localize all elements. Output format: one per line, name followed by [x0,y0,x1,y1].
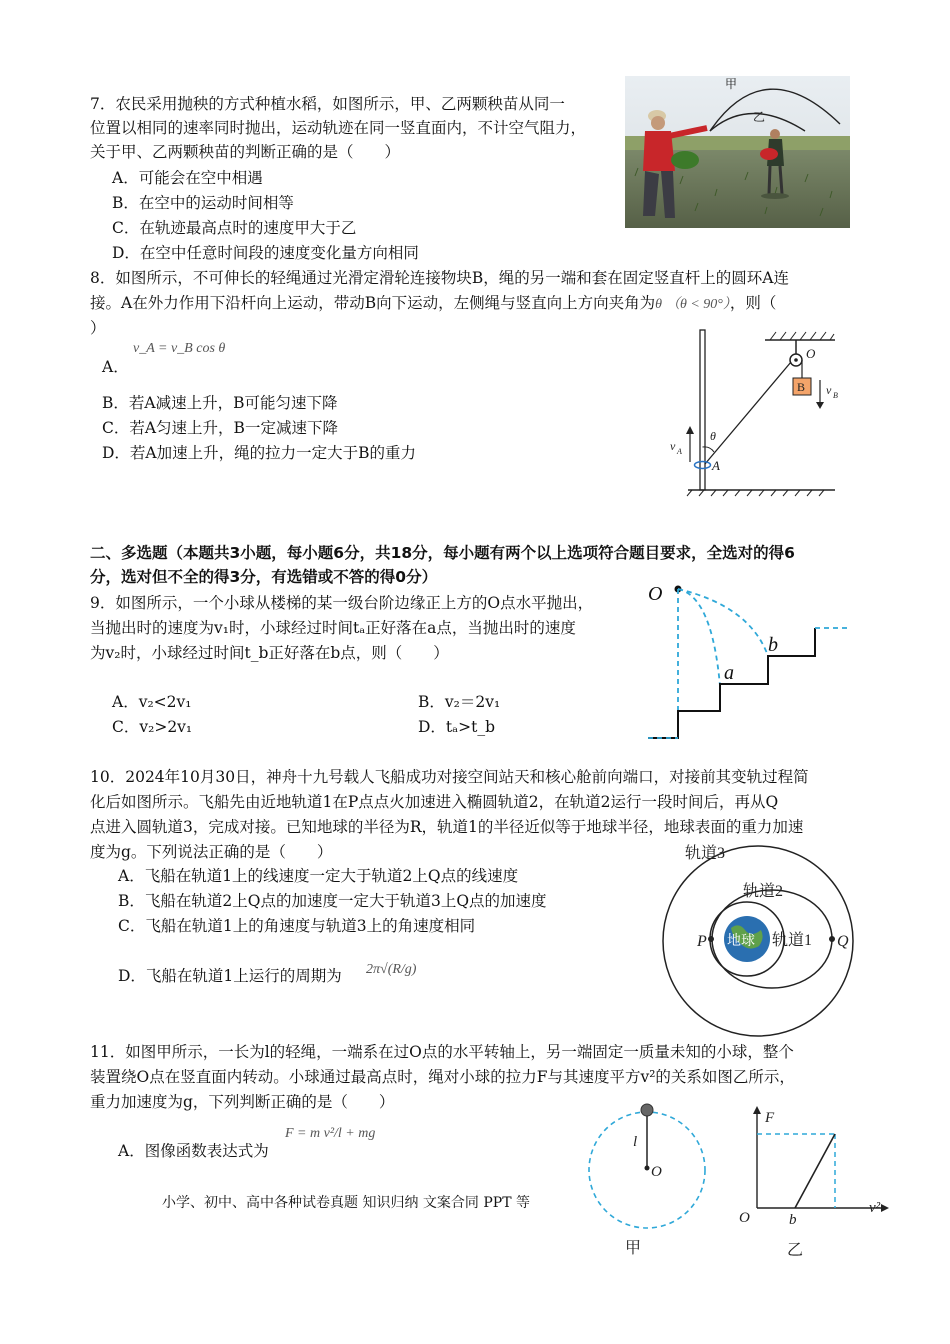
q7-option-c: C．在轨迹最高点时的速度甲大于乙 [112,219,357,237]
q8-option-a-prefix: A． [102,358,129,376]
q8-label-a: A [712,458,720,473]
q8-theta-condition: （θ < 90°） [665,297,730,312]
section2-heading-line1: 二、多选题（本题共3小题，每小题6分，共18分，每小题有两个以上选项符合题目要求，全选对的得6 [90,544,795,562]
q11-figure-yi [735,1100,895,1258]
q10-option-a: A．飞船在轨道1上的线速度一定大于轨道2上Q点的线速度 [118,867,519,885]
q11-yi-label-f: F [765,1110,775,1126]
footer-note: 小学、初中、高中各种试卷真题 知识归纳 文案合同 PPT 等 [162,1195,530,1211]
q11-yi-caption: 乙 [787,1242,804,1258]
q11-jia-label-o: O [651,1164,662,1180]
q9-label-o: O [648,583,663,605]
q9-option-a: A．v₂<2v₁ [112,693,192,711]
q8-label-theta: θ [710,429,716,443]
q11-yi-label-b: b [789,1212,797,1228]
q9-label-b: b [768,634,778,656]
q9-option-b: B．v₂＝2v₁ [418,693,501,711]
q8-option-c: C．若A匀速上升，B一定减速下降 [102,419,338,437]
q11-yi-label-v2: v² [869,1200,881,1216]
q8-label-va-sub: A [677,447,682,456]
q10-option-d-formula: 2π√(R/g) [366,962,417,977]
q10-orbit-figure [655,838,870,1038]
q8-label-o: O [806,346,816,361]
q9-option-d: D．tₐ>t_b [418,718,496,736]
q7-option-b: B．在空中的运动时间相等 [112,194,294,212]
q9-option-c: C．v₂>2v₁ [112,718,193,736]
q10-label-q: Q [837,933,849,950]
q11-stem-line1: 11．如图甲所示，一长为l的轻绳，一端系在过O点的水平转轴上，另一端固定一质量未知的小球，整个 [90,1043,794,1061]
q10-option-b: B．飞船在轨道2上Q点的加速度一定大于轨道3上Q点的加速度 [118,892,547,910]
q7-stem-line2: 位置以相同的速率同时抛出，运动轨迹在同一竖直面内，不计空气阻力， [90,119,587,137]
q7-option-a: A．可能会在空中相遇 [112,169,263,187]
q10-stem-line1: 10．2024年10月30日，神舟十九号载人飞船成功对接空间站天和核心舱前向端口，对接前其变轨过程简 [90,768,809,786]
q11-figure-jia [585,1098,720,1258]
q8-label-b: B [797,380,806,394]
section2-heading-line2: 分，选对但不全的得3分，有选错或不答的得0分） [90,568,438,586]
q8-stem-line2 [90,291,776,317]
q9-stairs-figure [640,576,855,746]
q10-label-orbit1: 轨道1 [772,932,813,949]
q8-theta: θ [655,297,662,312]
q10-label-orbit2: 轨道2 [743,883,784,900]
q11-yi-label-o: O [739,1210,750,1226]
q8-option-a-formula: v_A = v_B cos θ [133,341,226,356]
q8-stem-line3: ） [90,319,106,337]
q10-stem-line4: 度为g。下列说法正确的是（ ） [90,843,333,861]
q8-pulley-figure [660,322,840,497]
q7-farmer-photo [625,76,850,228]
q8-option-d: D．若A加速上升，绳的拉力一定大于B的重力 [102,444,417,462]
q11-jia-label-l: l [633,1134,638,1150]
q8-label-vb-sub: B [833,391,838,400]
q9-label-a: a [724,662,734,684]
q8-stem-line2-text: 接。A在外力作用下沿杆向上运动，带动B向下运动，左侧绳与竖直向上方向夹角为 [90,294,656,312]
q10-label-orbit3: 轨道3 [685,845,726,862]
q11-stem-line2: 装置绕O点在竖直面内转动。小球通过最高点时，绳对小球的拉力F与其速度平方v²的关系如图乙所示， [90,1068,795,1086]
q11-option-a: A．图像函数表达式为 [118,1142,269,1160]
q10-option-c: C．飞船在轨道1上的角速度与轨道3上的角速度相同 [118,917,476,935]
q9-stem-line1: 9．如图所示，一个小球从楼梯的某一级台阶边缘正上方的O点水平抛出， [90,594,594,612]
q11-option-a-formula: F = m v²/l + mg [285,1126,376,1141]
q8-option-b: B．若A减速上升，B可能匀速下降 [102,394,338,412]
q8-stem-line1: 8．如图所示，不可伸长的轻绳通过光滑定滑轮连接物块B，绳的另一端和套在固定竖直杆上的圆环A连 [90,269,789,287]
q9-stem-line3: 为v₂时，小球经过时间t_b正好落在b点，则（ ） [90,644,449,662]
q8-label-va: v [670,439,676,453]
q10-option-d: D．飞船在轨道1上运行的周期为 [118,967,342,985]
q8-stem-line2-end: ，则（ [729,294,777,312]
q7-option-d: D．在空中任意时间段的速度变化量方向相同 [112,244,419,262]
q7-label-yi: 乙 [753,110,766,124]
q10-stem-line2: 化后如图所示。飞船先由近地轨道1在P点点火加速进入椭圆轨道2，在轨道2运行一段时间后，再从Q [90,793,779,811]
q10-stem-line3: 点进入圆轨道3，完成对接。已知地球的半径为R，轨道1的半径近似等于地球半径，地球表面的重力加速 [90,818,804,836]
q7-stem-line3: 关于甲、乙两颗秧苗的判断正确的是（ ） [90,143,401,161]
q11-stem-line3: 重力加速度为g，下列判断正确的是（ ） [90,1093,395,1111]
q10-label-earth: 地球 [727,934,755,949]
q7-stem-line1: 7．农民采用抛秧的方式种植水稻，如图所示，甲、乙两颗秧苗从同一 [90,95,565,113]
q10-label-p: P [697,933,707,950]
q11-jia-caption: 甲 [625,1240,642,1257]
q8-label-vb: v [826,383,832,397]
q9-stem-line2: 当抛出时的速度为v₁时，小球经过时间tₐ正好落在a点，当抛出时的速度 [90,619,576,637]
q7-label-jia: 甲 [725,77,738,91]
